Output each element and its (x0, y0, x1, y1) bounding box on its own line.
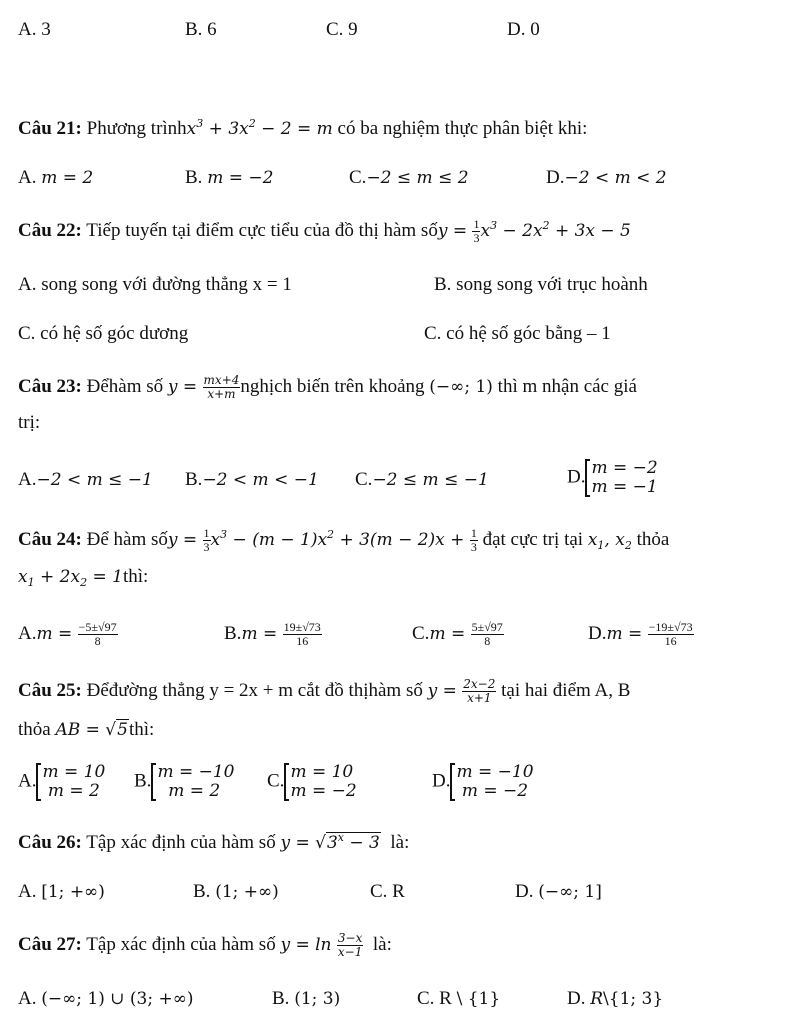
q22-option-b: B. song song với trục hoành (434, 274, 648, 295)
question-label: Câu 26: (18, 832, 82, 853)
question-21: Câu 21: Phương trìnhx$^3$ + $3x^2 - 2 = m$ có ba nghiệm thực phân biệt khi: (18, 117, 588, 139)
q24-option-b: B.m = $\frac{19\pm√73}{16}$ (224, 620, 321, 648)
q24-option-d: D.m = $\frac{-19\pm√73}{16}$ (588, 620, 693, 648)
q26-option-a: A. [1; +∞) (18, 881, 105, 902)
q22-option-c: C. có hệ số góc dương (18, 323, 189, 344)
question-26: Câu 26: Tập xác định của hàm số $y = √3^x - 3$ là: (18, 831, 410, 853)
question-label: Câu 24: (18, 528, 82, 550)
question-24-cont: $x_1 + 2x_2$ = 1thì: (18, 566, 149, 589)
option-c: C. 9 (326, 19, 358, 40)
q21-option-a: A. m = 2 (18, 167, 94, 188)
q27-option-b: B. (1; 3) (272, 988, 341, 1009)
q23-option-d: D. m = −2 m = −1 (567, 458, 658, 497)
q21-option-c: C.−2 ≤ m ≤ 2 (349, 167, 469, 188)
q27-option-c: C. R \ {1} (417, 988, 501, 1009)
q25-option-b: B. m = −10 m = 2 (134, 762, 235, 801)
q26-option-d: D. (−∞; 1] (515, 881, 602, 902)
q27-option-d: D. R\{1; 3} (567, 988, 664, 1009)
q24-option-a: A.m = $\frac{-5\pm√97}{8}$ (18, 620, 117, 648)
option-a: A. 3 (18, 19, 51, 40)
question-label: Câu 25: (18, 679, 82, 701)
q23-option-b: B.−2 < m < −1 (185, 469, 319, 490)
q23-option-c: C.−2 ≤ m ≤ −1 (355, 469, 489, 490)
q25-option-c: C. m = 10 m = −2 (267, 762, 357, 801)
question-25: Câu 25: Đểđường thẳng y = 2x + m cắt đồ thịhàm số y = $\frac{2x-2}{x+1}$ tại hai điểm A, B (18, 677, 631, 705)
question-27: Câu 27: Tập xác định của hàm số y = ln $\frac{3-x}{x-1}$ là: (18, 931, 392, 959)
q21-option-d: D.−2 < m < 2 (546, 167, 667, 188)
question-24: Câu 24: Để hàm sốy = $\frac{1}{3}$ $x^3 - (m - 1)x^2 + 3(m - 2)x$ + $\frac{1}{3}$ đạt cực trị tại $x_1$, $x_2$ thỏa (18, 526, 670, 554)
option-b: B. 6 (185, 19, 217, 40)
q22-option-a: A. song song với đường thẳng x = 1 (18, 274, 292, 295)
q23-option-a: A.−2 < m ≤ −1 (18, 469, 153, 490)
question-23-cont: trị: (18, 412, 41, 433)
q24-option-c: C.m = $\frac{5\pm√97}{8}$ (412, 620, 503, 648)
question-label: Câu 23: (18, 375, 82, 397)
question-label: Câu 22: (18, 219, 82, 241)
q25-option-a: A. m = 10 m = 2 (18, 762, 106, 801)
question-label: Câu 27: (18, 933, 82, 955)
option-d: D. 0 (507, 19, 540, 40)
question-label: Câu 21: (18, 118, 82, 139)
q26-option-b: B. (1; +∞) (193, 881, 279, 902)
q21-option-b: B. m = −2 (185, 167, 274, 188)
question-25-cont: thỏa AB = √5thì: (18, 719, 155, 740)
question-23: Câu 23: Đểhàm số y = $\frac{mx+4}{x+m}$ nghịch biến trên khoảng (−∞; 1) thì m nhận các giá (18, 373, 637, 401)
q25-option-d: D. m = −10 m = −2 (432, 762, 534, 801)
question-22: Câu 22: Tiếp tuyến tại điểm cực tiểu của đồ thị hàm sốy = $\frac{1}{3}$ $x^3 - 2x^2 + 3x - 5$ (18, 217, 631, 245)
q26-option-c: C. R (370, 881, 405, 902)
q27-option-a: A. (−∞; 1) ∪ (3; +∞) (18, 988, 194, 1009)
q22-option-d: C. có hệ số góc bằng – 1 (424, 323, 611, 344)
